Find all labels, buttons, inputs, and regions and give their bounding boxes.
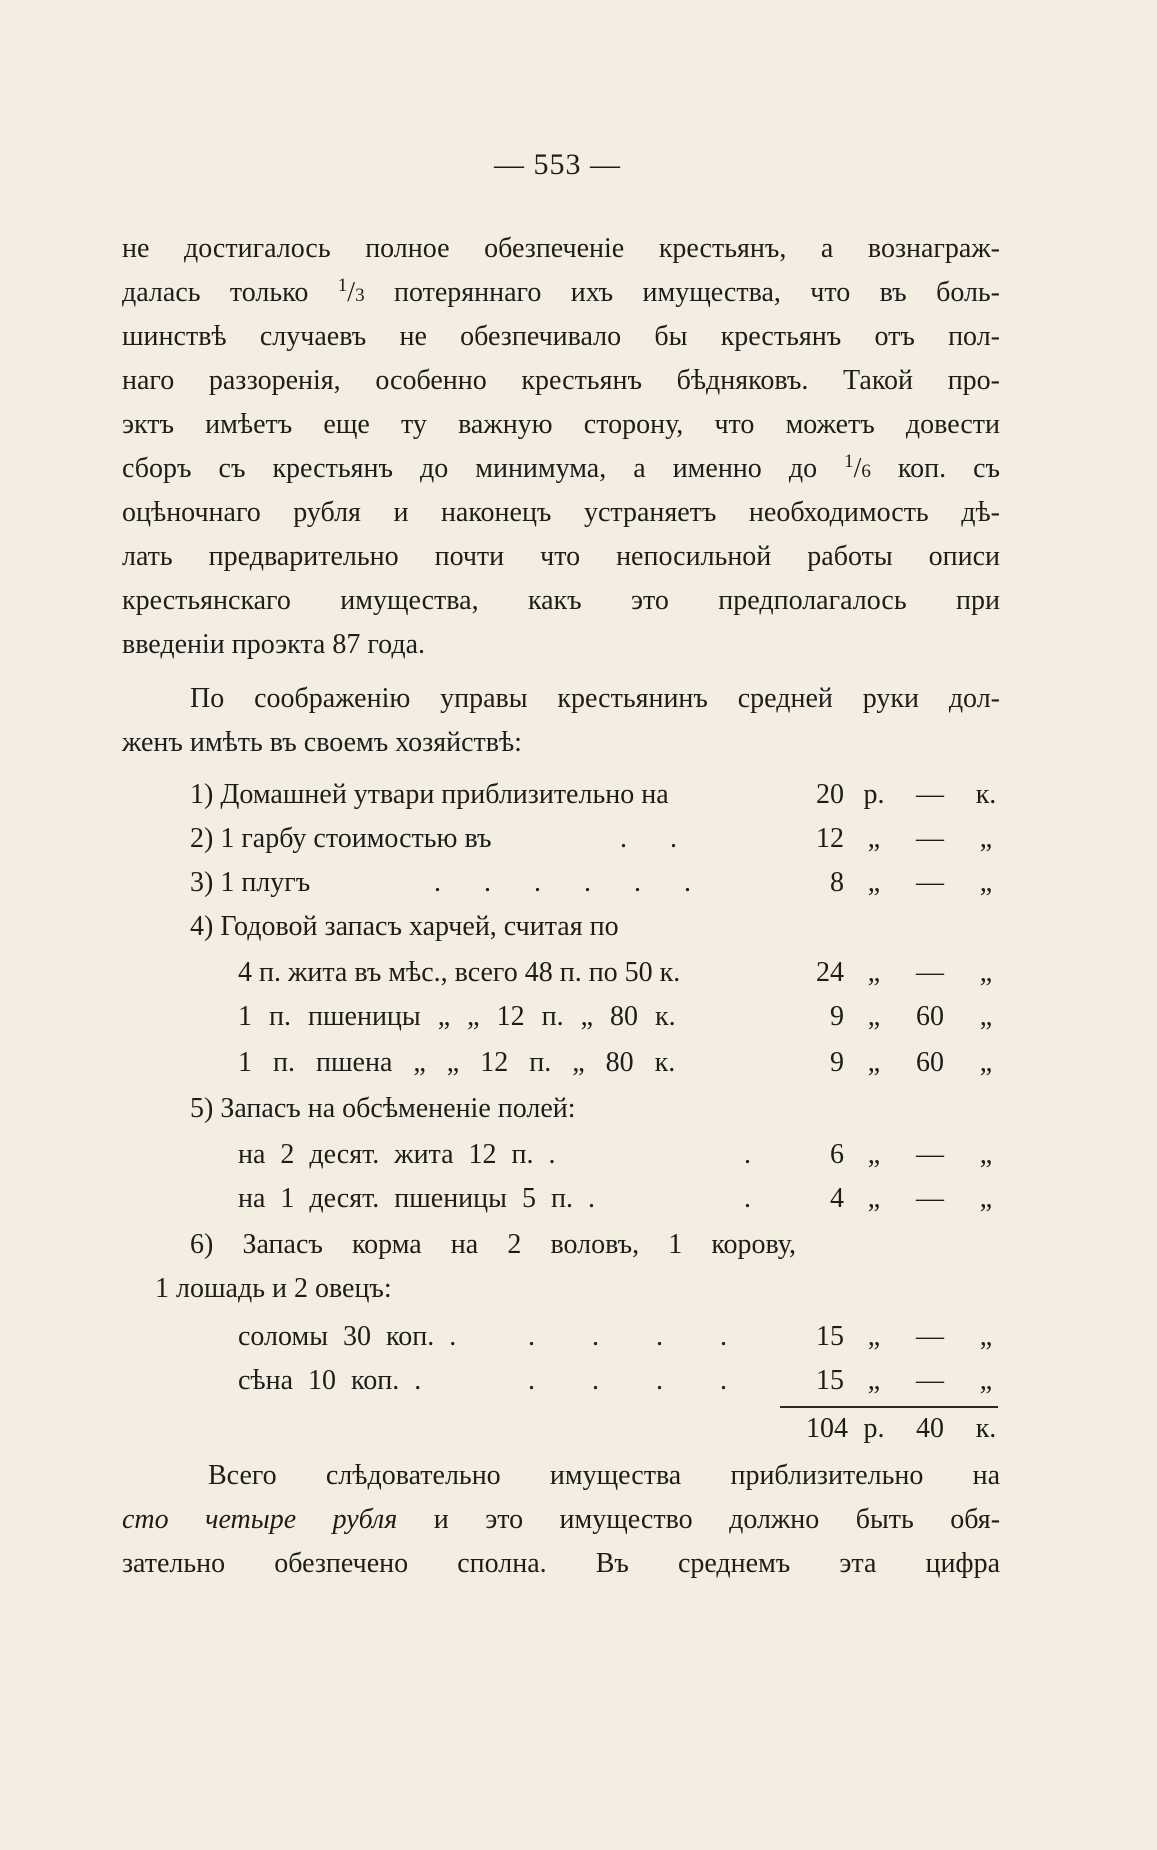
kopecks-value: — xyxy=(916,1183,944,1214)
item-label: 4 п. жита въ мѣс., всего 48 п. по 50 к. xyxy=(238,957,681,988)
rubles-value: 15 xyxy=(816,1321,844,1352)
item-label: 5) Запасъ на обсѣмененіе полей: xyxy=(190,1093,576,1124)
rubles-unit: „ xyxy=(867,957,881,988)
text-fragment: далась только xyxy=(122,277,309,308)
rubles-unit: „ xyxy=(867,1001,881,1032)
item-label: 1 п. пшеницы „ „ 12 п. „ 80 к. xyxy=(238,1001,676,1032)
fraction-one-sixth: $^1$/6 xyxy=(844,451,871,484)
table-row xyxy=(238,1183,1010,1223)
item-label: 4) Годовой запасъ харчей, считая по xyxy=(190,911,619,942)
kopecks-unit: „ xyxy=(979,1321,993,1352)
kopecks-unit: „ xyxy=(979,1047,993,1078)
table-row xyxy=(238,1001,1010,1041)
kopecks-unit: „ xyxy=(979,957,993,988)
rubles-unit: „ xyxy=(867,823,881,854)
item-label: соломы 30 коп. . xyxy=(238,1321,457,1352)
text-line: женъ имѣть въ своемъ хозяйствѣ: xyxy=(122,727,522,758)
kopecks-unit: „ xyxy=(979,1139,993,1170)
kopecks-value: — xyxy=(916,1321,944,1352)
kopecks-value: — xyxy=(916,957,944,988)
item-label: 1 лошадь и 2 овецъ: xyxy=(155,1273,392,1304)
rubles-unit: р. xyxy=(863,779,885,810)
text-fragment: и это имущество должно быть обя- xyxy=(433,1504,1001,1535)
text-line: Всего слѣдовательно имущества приблизительно на xyxy=(208,1460,1000,1491)
total-kopecks-unit: к. xyxy=(975,1413,997,1444)
table-row xyxy=(190,867,1010,907)
rubles-value: 4 xyxy=(830,1183,844,1214)
text-line: не достигалось полное обезпеченіе крестьянъ, а вознаграж- xyxy=(122,233,1000,264)
rubles-unit: „ xyxy=(867,1321,881,1352)
text-line: По соображенію управы крестьянинъ средней руки дол- xyxy=(190,683,1000,714)
rubles-value: 12 xyxy=(816,823,844,854)
total-rubles-unit: р. xyxy=(863,1413,885,1444)
table-row xyxy=(190,823,1010,863)
item-label: 2) 1 гарбу стоимостью въ xyxy=(190,823,492,854)
text-line: эктъ имѣетъ еще ту важную сторону, что можетъ довести xyxy=(122,409,1000,440)
rubles-value: 15 xyxy=(816,1365,844,1396)
kopecks-value: — xyxy=(916,779,944,810)
rubles-value: 8 xyxy=(830,867,844,898)
text-fragment: коп. съ xyxy=(897,453,1001,484)
kopecks-unit: „ xyxy=(979,823,993,854)
rubles-unit: „ xyxy=(867,1047,881,1078)
kopecks-unit: „ xyxy=(979,1001,993,1032)
text-line: лать предварительно почти что непосильной работы описи xyxy=(122,541,1000,572)
leader-dots: . . . . xyxy=(528,1365,727,1396)
kopecks-unit: к. xyxy=(975,779,997,810)
leader-dots: . xyxy=(744,1183,751,1214)
rubles-value: 6 xyxy=(830,1139,844,1170)
leader-dots: . . . . . . xyxy=(434,867,691,898)
table-row xyxy=(238,1139,1010,1179)
rubles-unit: „ xyxy=(867,1365,881,1396)
text-line: оцѣночнаго рубля и наконецъ устраняетъ необходимость дѣ- xyxy=(122,497,1000,528)
kopecks-unit: „ xyxy=(979,867,993,898)
fraction-one-third: $^1$/3 xyxy=(337,275,365,308)
text-line xyxy=(122,453,1000,485)
kopecks-value: — xyxy=(916,1365,944,1396)
item-label: сѣна 10 коп. . xyxy=(238,1365,422,1396)
item-label: 3) 1 плугъ xyxy=(190,867,311,898)
kopecks-value: 60 xyxy=(916,1047,944,1078)
rubles-unit: „ xyxy=(867,1139,881,1170)
text-line: введеніи проэкта 87 года. xyxy=(122,629,425,660)
rubles-value: 9 xyxy=(830,1047,844,1078)
table-row xyxy=(190,911,1010,951)
table-row xyxy=(155,1273,1010,1313)
table-row xyxy=(238,957,1010,997)
text-fragment: потеряннаго ихъ имущества, что въ боль- xyxy=(393,277,1001,308)
text-line: зательно обезпечено сполна. Въ среднемъ эта цифра xyxy=(122,1548,1000,1579)
kopecks-value: — xyxy=(916,1139,944,1170)
item-label: на 2 десят. жита 12 п. . xyxy=(238,1139,556,1170)
table-row xyxy=(238,1047,1010,1087)
item-label: 1 п. пшена „ „ 12 п. „ 80 к. xyxy=(238,1047,676,1078)
sum-rule xyxy=(780,1406,998,1408)
table-row xyxy=(238,1365,1010,1405)
text-line: крестьянскаго имущества, какъ это предполагалось при xyxy=(122,585,1000,616)
text-line: наго раззоренія, особенно крестьянъ бѣдняковъ. Такой про- xyxy=(122,365,1000,396)
item-label: на 1 десят. пшеницы 5 п. . xyxy=(238,1183,595,1214)
kopecks-unit: „ xyxy=(979,1183,993,1214)
italic-amount: сто четыре рубля xyxy=(122,1504,398,1535)
text-line: шинствѣ случаевъ не обезпечивало бы крестьянъ отъ пол- xyxy=(122,321,1000,352)
table-row xyxy=(190,1229,796,1269)
rubles-value: 20 xyxy=(816,779,844,810)
rubles-unit: „ xyxy=(867,1183,881,1214)
table-row xyxy=(190,1093,1010,1133)
item-label: 1) Домашней утвари приблизительно на xyxy=(190,779,669,810)
leader-dots: . . xyxy=(620,823,677,854)
kopecks-value: — xyxy=(916,823,944,854)
rubles-unit: „ xyxy=(867,867,881,898)
text-line xyxy=(122,277,1000,309)
rubles-value: 24 xyxy=(816,957,844,988)
page-number: — 553 — xyxy=(494,148,621,181)
leader-dots: . xyxy=(744,1139,751,1170)
text-line xyxy=(122,1504,1000,1536)
total-rubles: 104 xyxy=(806,1413,848,1444)
item-label: 6) Запасъ корма на 2 воловъ, 1 корову, xyxy=(190,1229,796,1260)
text-fragment: сборъ съ крестьянъ до минимума, а именно до xyxy=(122,453,818,484)
leader-dots: . . . . xyxy=(528,1321,727,1352)
rubles-value: 9 xyxy=(830,1001,844,1032)
table-row xyxy=(190,779,1010,819)
total-row xyxy=(190,1413,1010,1453)
kopecks-unit: „ xyxy=(979,1365,993,1396)
kopecks-value: — xyxy=(916,867,944,898)
table-row xyxy=(238,1321,1010,1361)
kopecks-value: 60 xyxy=(916,1001,944,1032)
total-kopecks: 40 xyxy=(916,1413,944,1444)
